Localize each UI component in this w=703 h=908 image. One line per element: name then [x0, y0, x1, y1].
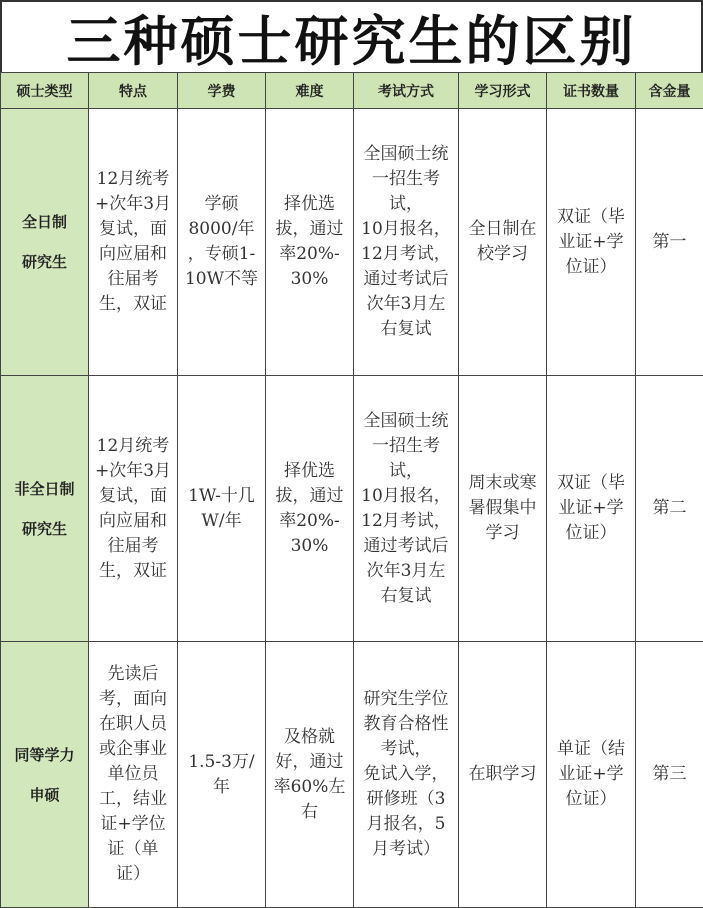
- difficulty-cell: 及格就 好，通过 率60%左 右: [266, 642, 354, 908]
- difficulty-cell: 择优选 拔，通过 率20%- 30%: [266, 376, 354, 642]
- header-cell: 考试方式: [354, 73, 459, 109]
- header-cell: 硕士类型: [1, 73, 89, 109]
- difficulty-cell: 择优选 拔，通过 率20%- 30%: [266, 109, 354, 376]
- value-cell: 第一: [636, 109, 703, 376]
- exam-cell: 研究生学位 教育合格性 考试， 免试入学， 研修班（3 月报名，5 月考试）: [354, 642, 459, 908]
- study-cell: 全日制在 校学习: [459, 109, 547, 376]
- features-cell: 12月统考 +次年3月 复试，面 向应届和 往届考 生，双证: [89, 376, 178, 642]
- header-cell: 证书数量: [547, 73, 636, 109]
- value-cell: 第二: [636, 376, 703, 642]
- study-cell: 周末或寒 暑假集中 学习: [459, 376, 547, 642]
- certs-cell: 单证（结 业证+学 位证）: [547, 642, 636, 908]
- header-cell: 特点: [89, 73, 178, 109]
- type-cell: 非全日制 研究生: [1, 376, 89, 642]
- value-cell: 第三: [636, 642, 703, 908]
- header-row: [1, 73, 703, 109]
- tuition-cell: 学硕 8000/年 ，专硕1- 10W不等: [178, 109, 266, 376]
- exam-cell: 全国硕士统 一招生考 试， 10月报名， 12月考试， 通过考试后 次年3月左 右复试: [354, 376, 459, 642]
- table-row: [1, 109, 703, 376]
- type-cell: 全日制 研究生: [1, 109, 89, 376]
- page-title: 三种硕士研究生的区别: [0, 0, 703, 72]
- features-cell: 先读后 考，面向 在职人员 或企事业 单位员 工，结业 证+学位 证（单 证）: [89, 642, 178, 908]
- exam-cell: 全国硕士统 一招生考 试， 10月报名， 12月考试， 通过考试后 次年3月左 右复试: [354, 109, 459, 376]
- comparison-table: [0, 72, 703, 908]
- table-row: [1, 642, 703, 908]
- tuition-cell: 1.5-3万/ 年: [178, 642, 266, 908]
- header-cell: 含金量: [636, 73, 703, 109]
- certs-cell: 双证（毕 业证+学 位证）: [547, 109, 636, 376]
- type-cell: 同等学力 申硕: [1, 642, 89, 908]
- certs-cell: 双证（毕 业证+学 位证）: [547, 376, 636, 642]
- features-cell: 12月统考 +次年3月 复试，面 向应届和 往届考 生，双证: [89, 109, 178, 376]
- header-cell: 难度: [266, 73, 354, 109]
- table-row: [1, 376, 703, 642]
- header-cell: 学费: [178, 73, 266, 109]
- header-cell: 学习形式: [459, 73, 547, 109]
- study-cell: 在职学习: [459, 642, 547, 908]
- tuition-cell: 1W-十几 W/年: [178, 376, 266, 642]
